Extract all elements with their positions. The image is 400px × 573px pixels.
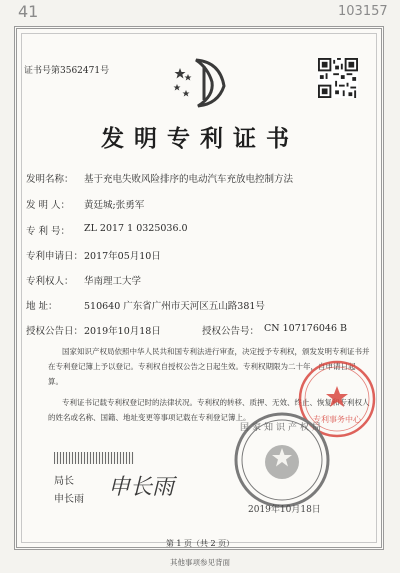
inventor-value: 黄廷城;张勇军	[84, 200, 145, 211]
certificate-number: 证书号第3562471号	[24, 66, 110, 76]
seal-date: 2019年10月18日	[248, 505, 321, 515]
qr-code	[318, 58, 358, 98]
grant-date-value: 2019年10月18日	[84, 326, 161, 337]
address-value: 510640 广东省广州市天河区五山路381号	[84, 301, 265, 312]
patent-number-value: ZL 2017 1 0325036.0	[84, 223, 188, 234]
invention-name-label: 发明名称：	[26, 174, 74, 185]
filing-date-label: 专利申请日：	[26, 251, 84, 262]
official-seal-text: 国家知识产权局	[239, 423, 325, 433]
barcode-strip	[54, 452, 134, 464]
patentee-value: 华南理工大学	[84, 276, 142, 287]
invention-name-value: 基于充电失败风险排序的电动汽车充放电控制方法	[84, 174, 294, 185]
handwritten-signature: 申长雨	[108, 475, 175, 500]
cnipa-emblem-icon	[168, 52, 234, 110]
body-paragraph-1: 国家知识产权局依照中华人民共和国专利法进行审查，决定授予专利权，颁发发明专利证书并在专利登记簿上予以登记。专利权自授权公告之日起生效。专利权期限为二十年，自申请日起算。	[48, 347, 370, 386]
director-name: 申长雨	[54, 494, 84, 505]
grant-number-label: 授权公告号：	[202, 326, 260, 337]
red-stamp-text: 专利事务中心	[313, 415, 361, 424]
back-side-note: 其他事项参见背面	[170, 558, 230, 567]
director-title: 局长	[54, 476, 74, 487]
handwritten-number-left: 41	[18, 2, 39, 21]
grant-date-label: 授权公告日：	[26, 326, 84, 337]
patent-number-label: 专 利 号：	[26, 226, 71, 237]
patentee-label: 专利权人：	[26, 276, 74, 287]
inventor-label: 发 明 人：	[26, 200, 71, 211]
official-seal	[232, 410, 332, 510]
filing-date-value: 2017年05月10日	[84, 251, 161, 262]
handwritten-number-right: 103157	[338, 4, 388, 19]
address-label: 地 址：	[26, 301, 58, 312]
body-paragraph-2: 专利证书记载专利权登记时的法律状况。专利权的转移、质押、无效、终止、恢复和专利权人的姓名或名称、国籍、地址变更等事项记载在专利登记簿上。	[48, 398, 370, 422]
page-indicator: 第 1 页（共 2 页）	[165, 539, 235, 548]
certificate-title: 发明专利证书	[101, 125, 299, 152]
grant-number-value: CN 107176046 B	[264, 323, 347, 334]
